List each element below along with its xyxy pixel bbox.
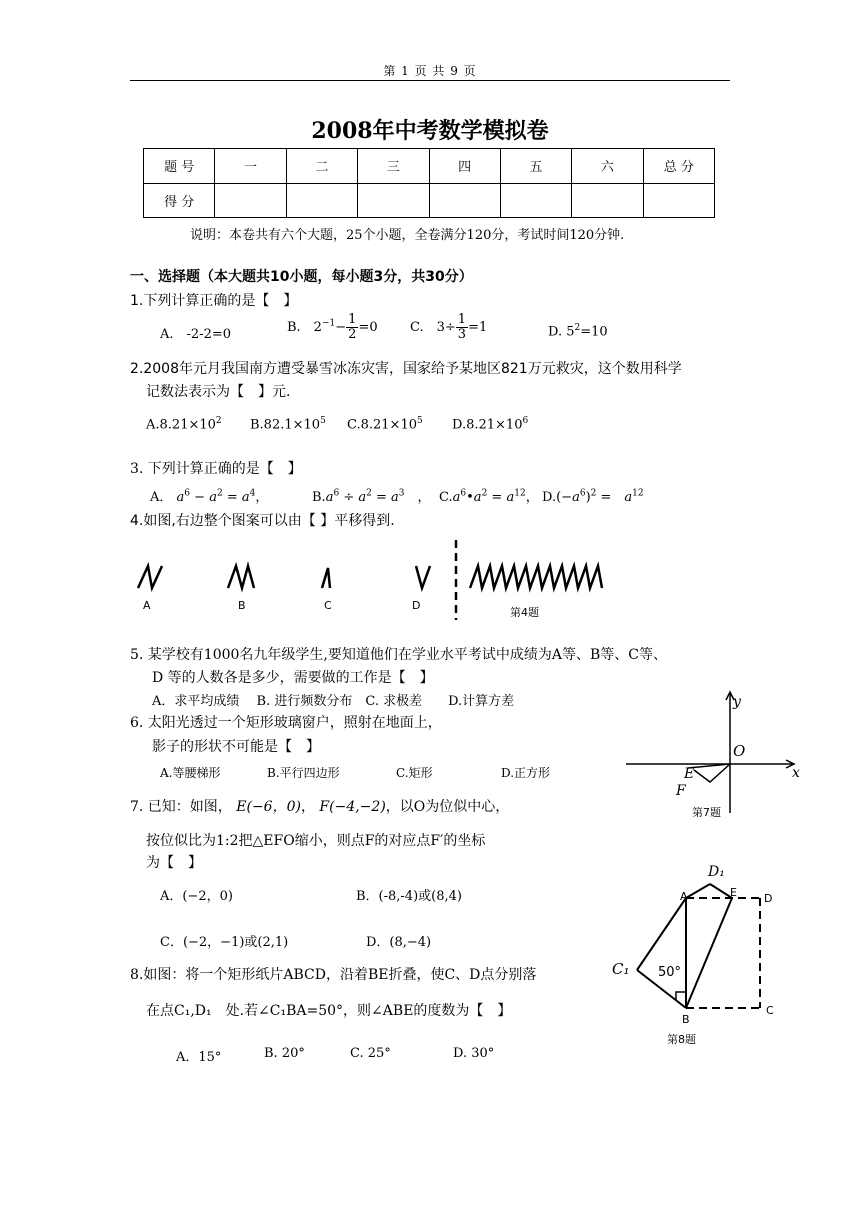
score-entry-cell xyxy=(429,183,500,218)
question-8-stem-line1: 8.如图：将一个矩形纸片ABCD，沿着BE折叠，使C、D点分别落 xyxy=(130,967,537,983)
question-6-stem-line2: 影子的形状不可能是【 】 xyxy=(152,739,320,755)
question-3-stem: 3. 下列计算正确的是【 】 xyxy=(130,461,302,477)
question-3-option-a: A． $a^6 - a^2 = a^4$， xyxy=(150,488,269,505)
question-6-option-a: A.等腰梯形 xyxy=(160,766,221,780)
question-7-option-a: A．(−2，0) xyxy=(160,889,233,904)
question-8-option-a: A．15° xyxy=(176,1050,222,1065)
score-cell: 三 xyxy=(358,149,429,184)
question-2-stem-line1: 2.2008年元月我国南方遭受暴雪冰冻灾害，国家给予某地区821万元救灾，这个数用科学 xyxy=(130,361,682,377)
question-7-option-b: B．(-8,-4)或(8,4) xyxy=(356,889,462,904)
figure7-label-f: F xyxy=(676,783,686,799)
question-5-options: A．求平均成绩 B. 进行频数分布 C. 求极差 D.计算方差 xyxy=(152,694,515,709)
exam-note: 说明：本卷共有六个大题，25个小题，全卷满分120分，考试时间120分钟. xyxy=(190,228,625,243)
question-2-stem-line2: 记数法表示为【 】元. xyxy=(146,384,291,400)
question-3-option-c: $C.a^6•a^2 = a^{12}$， xyxy=(439,488,539,505)
figure7-label-o: O xyxy=(733,742,746,760)
score-cell: 四 xyxy=(429,149,500,184)
question-3-option-b: $B.a^6 \div a^2 = a^3$ ， xyxy=(312,488,431,505)
figure-caption-4: 第4题 xyxy=(510,606,539,619)
question-1-option-b: B. $2^{-1}-$ $\frac{1}{2}$ =0 xyxy=(287,312,378,342)
score-entry-cell xyxy=(643,183,714,218)
figure8-label-b: B xyxy=(682,1013,690,1026)
figure8-label-d: D xyxy=(764,892,773,905)
question-5-stem-line2: D 等的人数各是多少，需要做的工作是【 】 xyxy=(152,670,434,686)
figure-caption-8: 第8题 xyxy=(667,1033,696,1046)
score-entry-cell xyxy=(286,183,357,218)
exam-title: 2008年中考数学模拟卷 xyxy=(311,118,549,144)
score-table-header-row xyxy=(144,149,715,184)
page-header: 第 1 页 共 9 页 xyxy=(383,64,477,78)
figure8-label-d1: D₁ xyxy=(708,864,725,880)
score-entry-cell xyxy=(358,183,429,218)
question-2-option-d: $D.8.21\times 10^6$ xyxy=(452,416,529,433)
score-table-score-row xyxy=(144,183,715,218)
question-7-figure xyxy=(620,688,820,818)
figure8-label-c: C xyxy=(766,1004,774,1017)
figure8-label-a: A xyxy=(680,890,688,903)
figure8-label-c1: C₁ xyxy=(612,960,630,978)
question-1-option-d: D. $5^2=10$ xyxy=(548,323,608,340)
score-cell: 总 分 xyxy=(643,149,714,184)
score-cell: 六 xyxy=(572,149,643,184)
score-entry-cell xyxy=(572,183,643,218)
figure-label-a: A xyxy=(143,599,151,612)
question-7-option-c: C．(−2，−1)或(2,1) xyxy=(160,935,289,950)
question-5-stem-line1: 5. 某学校有1000名九年级学生,要知道他们在学业水平考试中成绩为A等、B等、C等、 xyxy=(130,647,667,663)
figure-label-b: B xyxy=(238,599,246,612)
question-1-option-c: C. 3÷ $\frac{1}{3}$ =1 xyxy=(410,312,488,342)
question-4-stem: 4.如图,右边整个图案可以由【 】平移得到. xyxy=(130,513,395,529)
figure-caption-7: 第7题 xyxy=(692,806,721,819)
question-7-stem-line2: 按位似比为1:2把△EFO缩小，则点F的对应点F′的坐标 xyxy=(146,833,486,849)
figure7-label-x: x xyxy=(792,765,800,781)
question-6-option-c: C.矩形 xyxy=(396,766,433,780)
score-entry-cell xyxy=(215,183,286,218)
question-7-option-d: D．(8,−4) xyxy=(366,935,432,950)
header-rule xyxy=(130,80,730,81)
score-cell: 一 xyxy=(215,149,286,184)
pattern-d xyxy=(416,566,430,588)
figure8-angle-label: 50° xyxy=(658,965,682,980)
question-2-option-a: $A.8.21\times 10^2$ xyxy=(146,416,222,433)
section-heading: 一、选择题（本大题共10小题，每小题3分，共30分） xyxy=(130,269,473,285)
pattern-c xyxy=(322,568,330,588)
figure7-label-y: y xyxy=(733,694,741,710)
question-6-option-b: B.平行四边形 xyxy=(267,766,340,780)
question-8-option-d: D. 30° xyxy=(453,1046,495,1061)
score-cell: 五 xyxy=(500,149,571,184)
score-entry-cell xyxy=(500,183,571,218)
figure8-label-e: E xyxy=(730,886,737,899)
score-cell: 题 号 xyxy=(144,149,215,184)
question-7-stem-line1: 7. 已知：如图， E(−6，0)， F(−4,−2)，以O为位似中心， xyxy=(130,799,510,815)
pattern-b xyxy=(228,566,254,588)
question-8-figure xyxy=(610,860,790,1020)
question-7-stem-line3: 为【 】 xyxy=(146,855,202,871)
question-1-option-a: A. -2-2=0 xyxy=(160,327,232,342)
question-1-stem: 1.下列计算正确的是【 】 xyxy=(130,293,298,309)
question-8-stem-line2: 在点C₁,D₁ 处.若∠C₁BA=50°，则∠ABE的度数为【 】 xyxy=(146,1003,512,1019)
pattern-a xyxy=(138,566,162,588)
figure-label-d: D xyxy=(412,599,421,612)
zigzag-pattern xyxy=(470,566,602,588)
figure7-label-e: E xyxy=(684,766,695,782)
score-cell: 得 分 xyxy=(144,183,215,218)
figure-label-c: C xyxy=(324,599,332,612)
question-3-option-d: $D.(-a^6)^2$ = $a^{12}$ xyxy=(542,488,644,505)
question-8-option-b: B. 20° xyxy=(264,1046,305,1061)
score-cell: 二 xyxy=(286,149,357,184)
question-2-option-b: $B.82.1\times 10^5$ xyxy=(250,416,326,433)
score-table xyxy=(143,148,715,218)
question-8-option-c: C. 25° xyxy=(350,1046,391,1061)
question-6-stem-line1: 6. 太阳光透过一个矩形玻璃窗户，照射在地面上， xyxy=(130,715,442,731)
question-6-option-d: D.正方形 xyxy=(501,766,551,780)
question-2-option-c: $C.8.21\times 10^5$ xyxy=(347,416,423,433)
